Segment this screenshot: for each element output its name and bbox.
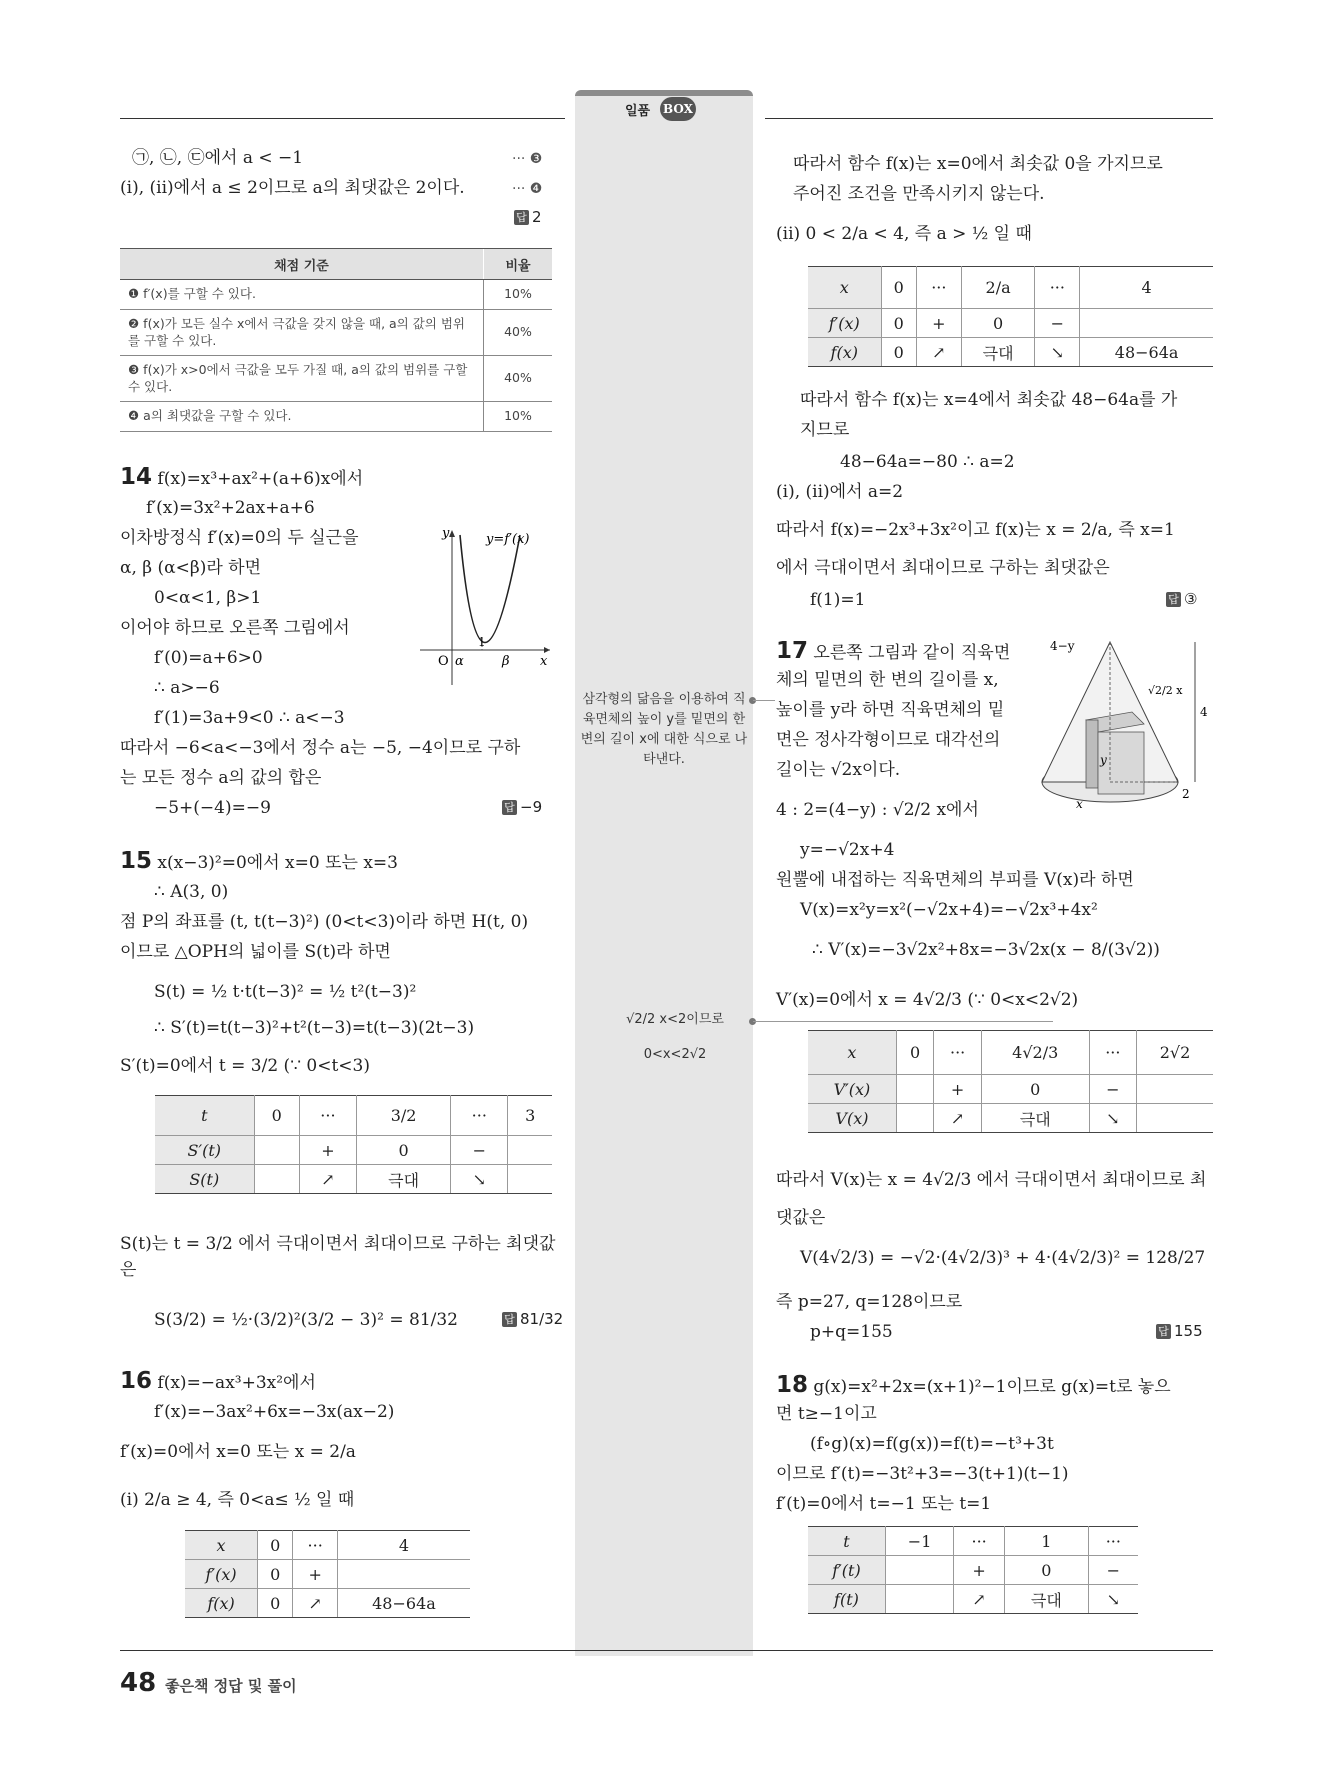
text-line: S(3/2) = ½·(3/2)²(3/2 − 3)² = 81/32 (154, 1310, 458, 1330)
text-line: 48−64a=−80 ∴ a=2 (840, 452, 1015, 472)
table-cell: 4 (1080, 267, 1213, 309)
table-cell: − (1089, 1075, 1136, 1104)
table-cell: f(x) (808, 338, 881, 367)
text-line: 원뿔에 내접하는 직육면체의 부피를 V(x)라 하면 (776, 870, 1134, 890)
curve-label: y=f′(x) (486, 532, 530, 547)
cuboid-side (1086, 720, 1098, 788)
text-line: f′(t)=0에서 t=−1 또는 t=1 (776, 1494, 992, 1514)
table-cell: 0 (258, 1560, 293, 1589)
table-cell: ↗ (954, 1585, 1005, 1614)
text-line: α, β (α<β)라 하면 (120, 558, 262, 578)
text-line: 에서 극대이면서 최대이므로 구하는 최댓값은 (776, 558, 1110, 578)
answer-13: 답 2 (514, 210, 542, 225)
text-line: ∴ A(3, 0) (154, 882, 229, 902)
text-line: 따라서 함수 f(x)는 x=0에서 최솟값 0을 가지므로 (793, 154, 1163, 174)
table-cell: S(t) (155, 1165, 254, 1194)
text-line: f′(1)=3a+9<0 ∴ a<−3 (154, 708, 345, 728)
text-line: S(t)는 t = 3/2 에서 극대이면서 최대이므로 구하는 최댓값 (120, 1234, 556, 1254)
table-cell: V(x) (808, 1104, 896, 1133)
text-line: V(x)=x²y=x²(−√2x+4)=−√2x³+4x² (800, 900, 1098, 920)
problem-number: 18 (776, 1372, 809, 1398)
table-cell: ↘ (1088, 1585, 1138, 1614)
table-cell: ↗ (934, 1104, 981, 1133)
text-line: 오른쪽 그림과 같이 직육면 (813, 643, 1011, 663)
text-line: x(x−3)²=0에서 x=0 또는 x=3 (157, 853, 398, 873)
table-cell: 0 (881, 309, 916, 338)
x-label: x (540, 654, 548, 669)
table-cell: 48−64a (1080, 338, 1213, 367)
table-cell (1137, 1075, 1213, 1104)
text-line: 따라서 f(x)=−2x³+3x²이고 f(x)는 x = 2/a, 즉 x=1 (776, 520, 1175, 540)
table-cell: 0 (258, 1589, 293, 1618)
table-cell: 0 (896, 1031, 934, 1075)
fig-label-half-diagonal: √2/2 x (1148, 684, 1183, 697)
text-line: V′(x)=0에서 x = 4√2/3 (∵ 0<x<2√2) (776, 990, 1079, 1010)
origin-label: O (438, 654, 449, 669)
table-cell: f′(x) (185, 1560, 258, 1589)
grading-criterion: ❸ f(x)가 x>0에서 극값을 모두 가질 때, a의 값의 범위를 구할 수 있다. (120, 356, 484, 402)
text-line: 즉 p=27, q=128이므로 (776, 1292, 963, 1312)
table-cell: 4 (337, 1531, 470, 1560)
text-line: f(x)=−ax³+3x²에서 (157, 1373, 316, 1393)
table-cell: f(x) (185, 1589, 258, 1618)
text-line: y=−√2x+4 (800, 840, 895, 860)
text-line: f′(x)=−3ax²+6x=−3x(ax−2) (154, 1402, 395, 1422)
table-cell: + (916, 309, 961, 338)
side-note-similarity: 삼각형의 닮음을 이용하여 직육면체의 높이 y를 밑면의 한 변의 길이 x에 대한 식으로 나타낸다. (580, 692, 748, 768)
footer-title: 좋은책 정답 및 풀이 (165, 1677, 297, 1695)
text-line: 점 P의 좌표를 (t, t(t−3)²) (0<t<3)이라 하면 H(t, 0) (120, 912, 529, 932)
table-cell: f′(t) (808, 1556, 885, 1585)
table-cell (885, 1585, 953, 1614)
grading-criterion: ❷ f(x)가 모든 실수 x에서 극값을 갖지 않을 때, a의 값의 범위를 구할 수 있다. (120, 310, 484, 356)
text-line: 0<α<1, β>1 (154, 588, 262, 608)
table-cell: 3/2 (357, 1096, 451, 1136)
table-cell: f′(x) (808, 309, 881, 338)
text-line: (i), (ii)에서 a=2 (776, 482, 904, 502)
table-cell: + (293, 1560, 338, 1589)
grading-header: 채점 기준 (120, 249, 484, 280)
problem-number: 14 (120, 464, 153, 490)
problem-number: 16 (120, 1368, 153, 1394)
table-cell: x (808, 267, 881, 309)
text-line: 이어야 하므로 오른쪽 그림에서 (120, 618, 350, 638)
text-line: V(4√2/3) = −√2·(4√2/3)³ + 4·(4√2/3)² = 128/27 (800, 1248, 1206, 1268)
table-cell: ··· (451, 1096, 508, 1136)
text-line: −5+(−4)=−9 (154, 798, 271, 818)
side-note-range-a: √2/2 x<2이므로 (626, 1012, 724, 1027)
answer-15: 답 81/32 (502, 1312, 563, 1327)
text-line: 이므로 f′(t)=−3t²+3=−3(t+1)(t−1) (776, 1464, 1069, 1484)
table-cell: 0 (961, 309, 1035, 338)
fig-label-radius: 2 (1182, 787, 1190, 801)
header-box-badge: BOX (660, 97, 696, 121)
text-line: 4 : 2=(4−y) : √2/2 x에서 (776, 800, 979, 820)
header-rule-left (120, 118, 565, 119)
table-cell: 0 (881, 338, 916, 367)
table-cell (1080, 309, 1213, 338)
table-cell: ··· (299, 1096, 356, 1136)
table-cell: − (1035, 309, 1080, 338)
table-cell: ↘ (451, 1165, 508, 1194)
text-line: (ii) 0 < 2/a < 4, 즉 a > ½ 일 때 (776, 224, 1032, 244)
step-marker: ··· ❸ (512, 151, 543, 167)
table-cell: −1 (885, 1527, 953, 1556)
variation-table-17 (808, 1030, 1213, 1133)
table-cell (885, 1556, 953, 1585)
table-cell: 1 (1005, 1527, 1089, 1556)
table-cell (896, 1104, 934, 1133)
grading-ratio: 40% (484, 356, 553, 402)
x-axis-arrow (544, 647, 550, 653)
grading-ratio: 10% (484, 402, 553, 432)
table-cell: ··· (916, 267, 961, 309)
table-cell: 0 (254, 1096, 299, 1136)
fig-label-x: x (1076, 797, 1083, 811)
variation-table-18 (808, 1526, 1138, 1614)
text-line: p+q=155 (810, 1322, 893, 1342)
text-line: 면 t≥−1이고 (776, 1404, 877, 1424)
table-cell: 극대 (357, 1165, 451, 1194)
text-line: ㉠, ㉡, ㉢에서 a < −1 (132, 148, 304, 168)
table-cell: t (808, 1527, 885, 1556)
header-tab-label: 일품 (625, 104, 651, 119)
answer-14: 답 −9 (502, 800, 542, 815)
text-line: 따라서 함수 f(x)는 x=4에서 최솟값 48−64a를 가 (800, 390, 1178, 410)
table-cell (1137, 1104, 1213, 1133)
y-label: y (442, 526, 450, 541)
header-rule-right (765, 118, 1213, 119)
parabola-curve (460, 535, 520, 643)
table-cell (508, 1165, 552, 1194)
grading-criterion: ❹ a의 최댓값을 구할 수 있다. (120, 402, 484, 432)
table-cell: ··· (954, 1527, 1005, 1556)
table-cell (254, 1136, 299, 1165)
parabola-graph (420, 525, 555, 690)
variation-table-16a (185, 1530, 470, 1618)
table-cell: V′(x) (808, 1075, 896, 1104)
grading-ratio: 40% (484, 310, 553, 356)
table-cell: S′(t) (155, 1136, 254, 1165)
table-cell: ··· (293, 1531, 338, 1560)
table-cell: ··· (1088, 1527, 1138, 1556)
table-cell: ↗ (299, 1165, 356, 1194)
text-line: 이므로 △OPH의 넓이를 S(t)라 하면 (120, 942, 391, 962)
table-cell: 극대 (981, 1104, 1089, 1133)
answer-16: 답 ③ (1166, 592, 1197, 607)
table-cell: 48−64a (337, 1589, 470, 1618)
table-cell: x (185, 1531, 258, 1560)
text-line: f′(0)=a+6>0 (154, 648, 263, 668)
text-line: 높이를 y라 하면 직육면체의 밑 (776, 700, 1005, 720)
table-cell (508, 1136, 552, 1165)
table-cell: 0 (1005, 1556, 1089, 1585)
grading-ratio: 10% (484, 280, 553, 310)
alpha-label: α (455, 654, 464, 669)
text-line: f′(x)=0에서 x=0 또는 x = 2/a (120, 1442, 356, 1462)
note-connector-line (753, 700, 775, 701)
table-cell: ↘ (1089, 1104, 1136, 1133)
text-line: (f∘g)(x)=f(g(x))=f(t)=−t³+3t (810, 1434, 1054, 1454)
text-line: f′(x)=3x²+2ax+a+6 (146, 498, 315, 518)
text-line: (i) 2/a ≥ 4, 즉 0<a≤ ½ 일 때 (120, 1490, 355, 1510)
table-cell: ↗ (916, 338, 961, 367)
cone-figure (1040, 632, 1215, 812)
grading-criterion: ❶ f′(x)를 구할 수 있다. (120, 280, 484, 310)
footer-rule (120, 1650, 1213, 1651)
side-note-range-b: 0<x<2√2 (643, 1047, 707, 1062)
grading-header: 비율 (484, 249, 553, 280)
table-cell: ··· (1089, 1031, 1136, 1075)
table-cell: ↗ (293, 1589, 338, 1618)
table-cell (896, 1075, 934, 1104)
table-cell: + (954, 1556, 1005, 1585)
text-line: S(t) = ½ t·t(t−3)² = ½ t²(t−3)² (154, 982, 417, 1002)
grading-table (120, 248, 552, 432)
table-cell: 3 (508, 1096, 552, 1136)
table-cell: ··· (934, 1031, 981, 1075)
table-cell: 0 (357, 1136, 451, 1165)
table-cell: 0 (881, 267, 916, 309)
table-cell: 0 (258, 1531, 293, 1560)
page-number: 48 (120, 1668, 157, 1698)
table-cell: ··· (1035, 267, 1080, 309)
beta-label: β (502, 654, 510, 669)
side-note-column (575, 90, 753, 1656)
table-cell (254, 1165, 299, 1194)
fig-label-height: 4 (1200, 705, 1208, 719)
table-cell: t (155, 1096, 254, 1136)
y-axis-arrow (449, 530, 455, 537)
text-line: 댓값은 (776, 1208, 826, 1228)
table-cell: 2/a (961, 267, 1035, 309)
text-line: ∴ a>−6 (154, 678, 220, 698)
table-cell: f(t) (808, 1585, 885, 1614)
text-line: 면은 정사각형이므로 대각선의 (776, 730, 1001, 750)
fig-label-y: y (1100, 753, 1107, 767)
one-label: 1 (478, 635, 486, 649)
table-cell: 4√2/3 (981, 1031, 1089, 1075)
table-cell: 극대 (1005, 1585, 1089, 1614)
answer-17: 답 155 (1156, 1324, 1203, 1339)
table-cell (337, 1560, 470, 1589)
fig-label-top: 4−y (1050, 639, 1075, 653)
table-cell: + (934, 1075, 981, 1104)
problem-number: 15 (120, 848, 153, 874)
table-cell: x (808, 1031, 896, 1075)
text-line: g(x)=x²+2x=(x+1)²−1이므로 g(x)=t로 놓으 (813, 1377, 1171, 1397)
step-marker: ··· ❹ (512, 181, 543, 197)
table-cell: + (299, 1136, 356, 1165)
note-connector-line (753, 1021, 1053, 1022)
text-line: 체의 밑면의 한 변의 길이를 x, (776, 670, 999, 690)
text-line: f(1)=1 (810, 590, 866, 610)
text-line: ∴ S′(t)=t(t−3)²+t²(t−3)=t(t−3)(2t−3) (154, 1018, 475, 1038)
text-line: S′(t)=0에서 t = 3/2 (∵ 0<t<3) (120, 1056, 370, 1076)
variation-table-16b (808, 266, 1213, 367)
table-cell: − (451, 1136, 508, 1165)
text-line: f(x)=x³+ax²+(a+6)x에서 (157, 469, 364, 489)
text-line: 이차방정식 f′(x)=0의 두 실근을 (120, 528, 359, 548)
table-cell: 0 (981, 1075, 1089, 1104)
variation-table-15 (155, 1095, 552, 1194)
text-line: 는 모든 정수 a의 값의 합은 (120, 768, 322, 788)
table-cell: ↘ (1035, 338, 1080, 367)
text-line: (i), (ii)에서 a ≤ 2이므로 a의 최댓값은 2이다. (120, 178, 465, 198)
text-line: 따라서 −6<a<−3에서 정수 a는 −5, −4이므로 구하 (120, 738, 521, 758)
text-line: 주어진 조건을 만족시키지 않는다. (793, 184, 1045, 204)
table-cell: 극대 (961, 338, 1035, 367)
problem-number: 17 (776, 638, 809, 664)
text-line: 따라서 V(x)는 x = 4√2/3 에서 극대이면서 최대이므로 최 (776, 1170, 1207, 1190)
text-line: ∴ V′(x)=−3√2x²+8x=−3√2x(x − 8/(3√2)) (812, 940, 1160, 960)
text-line: 길이는 √2x이다. (776, 760, 901, 780)
text-line: 은 (120, 1260, 137, 1280)
table-cell: 2√2 (1137, 1031, 1213, 1075)
text-line: 지므로 (800, 420, 850, 440)
table-cell: − (1088, 1556, 1138, 1585)
